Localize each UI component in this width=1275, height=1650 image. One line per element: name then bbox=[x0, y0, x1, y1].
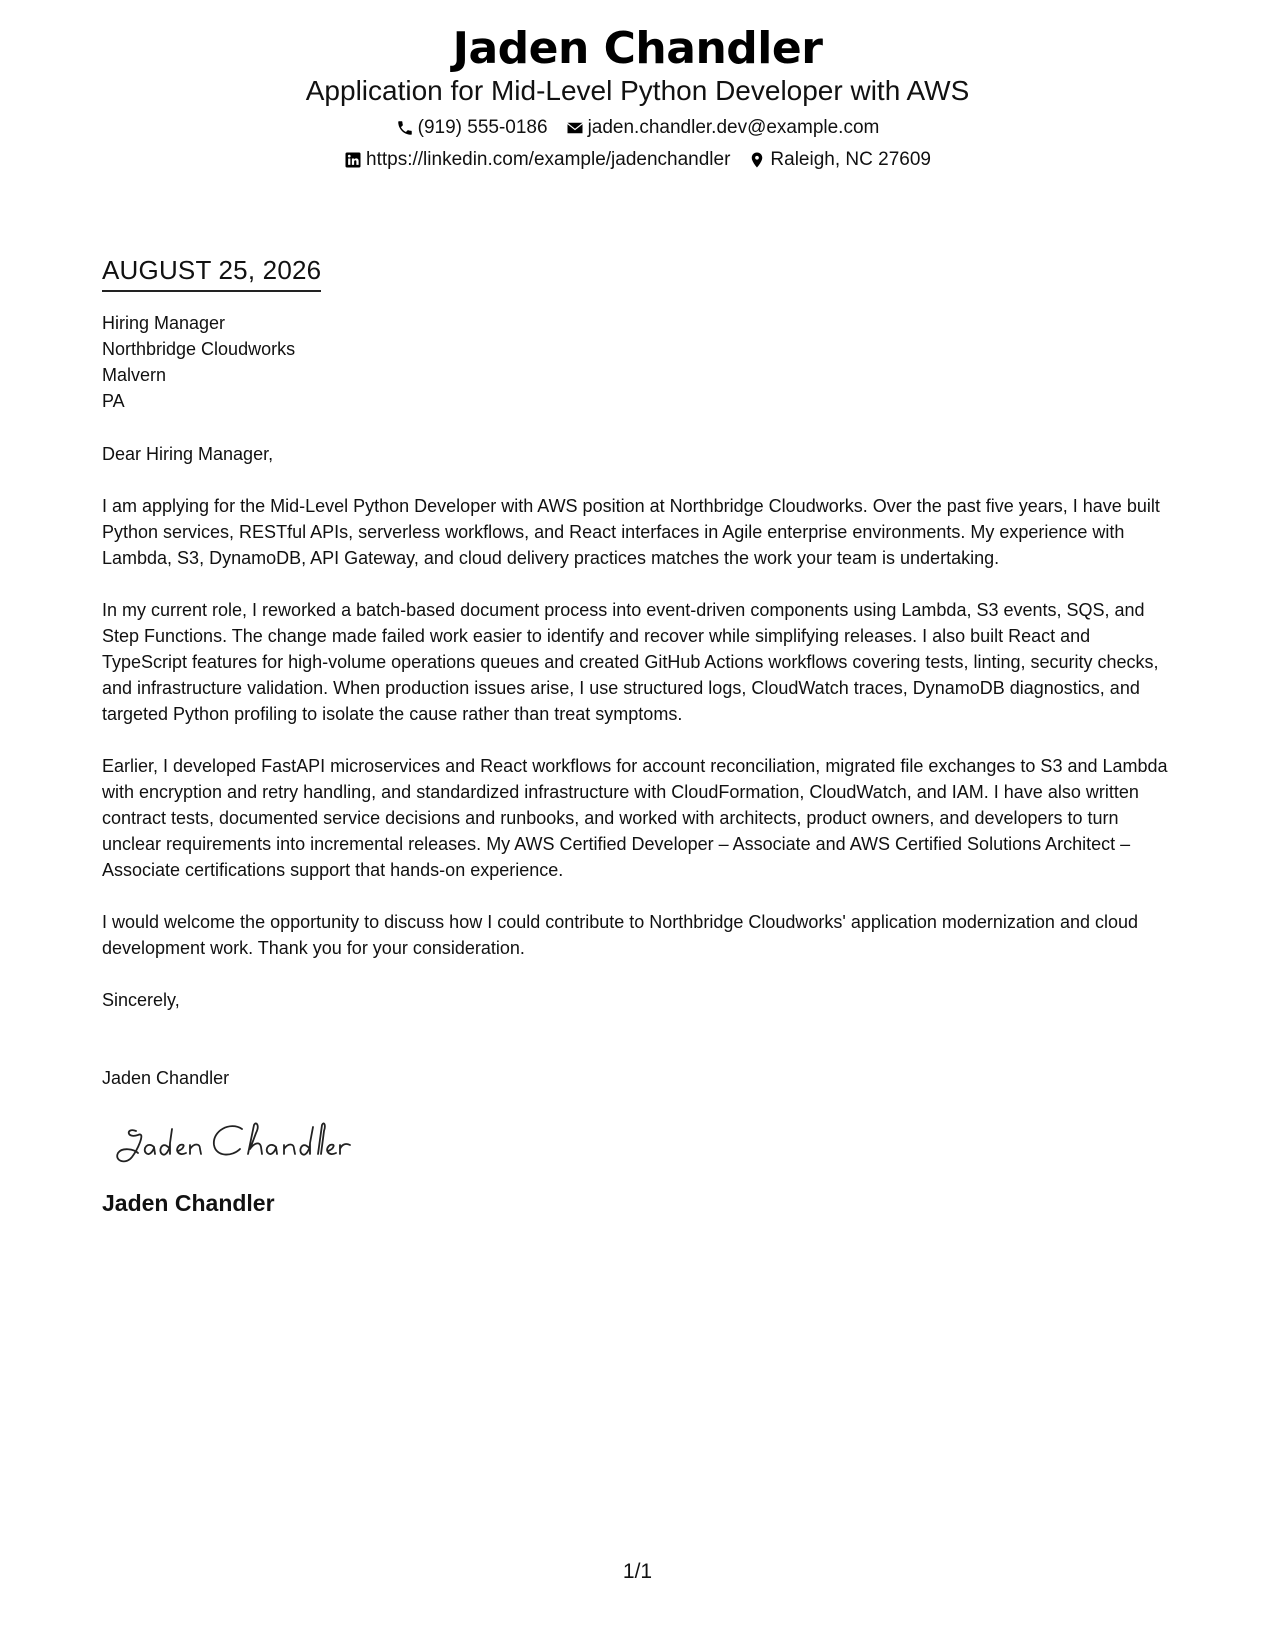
map-pin-icon bbox=[748, 151, 766, 169]
body-paragraph-3: Earlier, I developed FastAPI microservices and React workflows for account reconciliation, migrated file exchanges to S3 and Lambda with encryption and retry handling, and standardized infrastructure with CloudFormation, CloudWatch, and IAM. I have also written contract tests, documented service decisions and runbooks, and worked with architects, product owners, and developers to turn unclear requirements into incremental releases. My AWS Certified Developer – Associate and AWS Certified Solutions Architect – Associate certifications support that hands-on experience. bbox=[102, 756, 1168, 880]
email-address: jaden.chandler.dev@example.com bbox=[587, 117, 880, 138]
envelope-icon bbox=[566, 119, 584, 137]
contact-linkedin bbox=[344, 148, 730, 172]
handwritten-signature bbox=[108, 1109, 358, 1169]
letter-body bbox=[102, 253, 1172, 1218]
recipient-city: Malvern bbox=[102, 365, 167, 385]
contact-row-secondary bbox=[0, 148, 1275, 172]
body-paragraph-2: In my current role, I reworked a batch-based document process into event-driven components using Lambda, S3 events, SQS, and Step Functions. The change made failed work easier to identify and recover while simplifying releases. I also built React and TypeScript features for high-volume operations queues and created GitHub Actions workflows covering tests, linting, security checks, and infrastructure validation. When production issues arise, I use structured logs, CloudWatch traces, DynamoDB diagnostics, and targeted Python profiling to isolate the cause rather than treat symptoms. bbox=[102, 600, 1159, 724]
contact-email bbox=[566, 116, 880, 140]
recipient-title: Hiring Manager bbox=[102, 313, 226, 333]
printed-name: Jaden Chandler bbox=[102, 1190, 275, 1216]
phone-number: (919) 555-0186 bbox=[417, 117, 548, 138]
body-paragraph-1: I am applying for the Mid-Level Python Developer with AWS position at Northbridge Cloudworks. Over the past five years, I have built Python services, RESTful APIs, serverless workflows, and React interfaces in Agile enterprise environments. My experience with Lambda, S3, DynamoDB, API Gateway, and cloud delivery practices matches the work your team is undertaking. bbox=[102, 496, 1160, 568]
recipient-state: PA bbox=[102, 391, 125, 411]
body-paragraph-4: I would welcome the opportunity to discuss how I could contribute to Northbridge Cloudworks' application modernization and cloud development work. Thank you for your consideration. bbox=[102, 912, 1139, 958]
signoff-name: Jaden Chandler bbox=[102, 1068, 230, 1088]
application-subtitle: Application for Mid-Level Python Developer with AWS bbox=[305, 75, 970, 106]
recipient-company: Northbridge Cloudworks bbox=[102, 339, 296, 359]
linkedin-icon bbox=[344, 151, 362, 169]
contact-location bbox=[748, 148, 931, 172]
location-text: Raleigh, NC 27609 bbox=[770, 149, 931, 170]
contact-phone bbox=[396, 116, 548, 140]
applicant-name: Jaden Chandler bbox=[452, 23, 823, 74]
letter-date: AUGUST 25, 2026 bbox=[102, 253, 321, 292]
closing: Sincerely, bbox=[102, 990, 180, 1010]
contact-row-primary bbox=[0, 116, 1275, 140]
phone-icon bbox=[396, 119, 414, 137]
letter-header bbox=[0, 22, 1275, 172]
linkedin-url: https://linkedin.com/example/jadenchandler bbox=[366, 149, 731, 170]
salutation: Dear Hiring Manager, bbox=[102, 444, 274, 464]
recipient-block bbox=[102, 310, 1172, 414]
page-number: 1/1 bbox=[622, 1560, 653, 1583]
